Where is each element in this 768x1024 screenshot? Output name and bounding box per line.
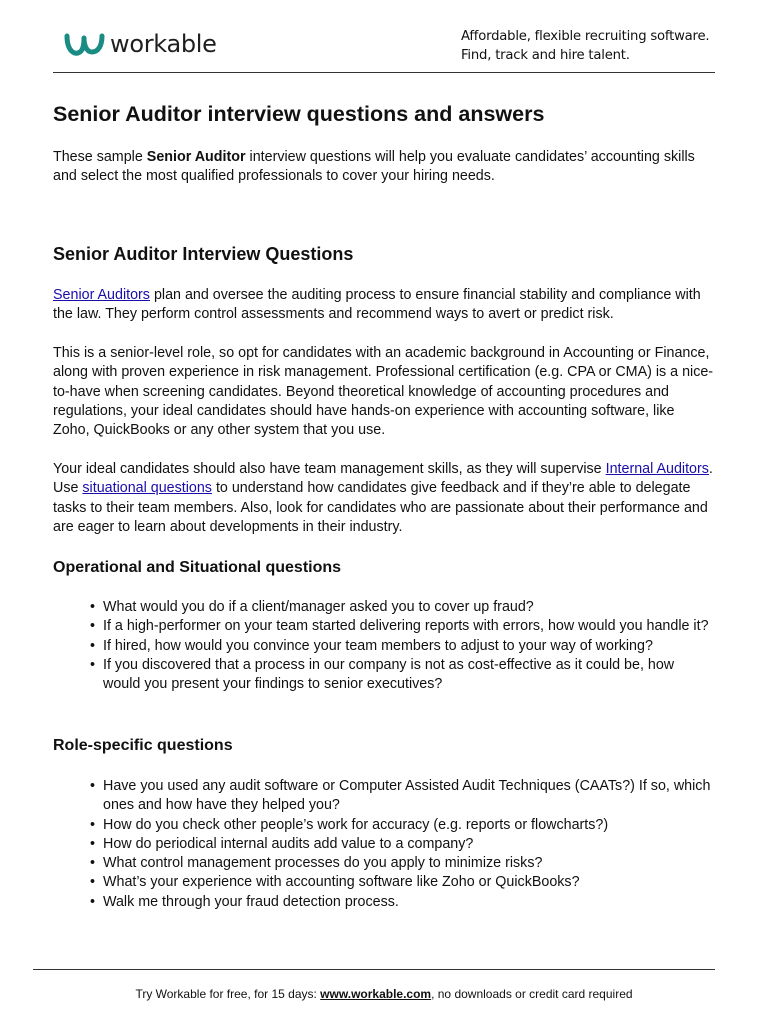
senior-auditors-link[interactable]: Senior Auditors xyxy=(53,287,150,303)
header-divider xyxy=(53,72,715,73)
paragraph-3-part-3: to understand how candidates give feedback and if they’re able to delegate tasks to their team members. Also, look for candidates who are passionate about their performance and are eager to learn about developments in their industry. xyxy=(53,480,708,535)
page-header xyxy=(0,0,768,74)
role-specific-questions-list xyxy=(90,777,715,912)
footer-divider xyxy=(33,969,715,970)
list-item: • If hired, how would you convince your team members to adjust to your way of working? xyxy=(90,637,715,656)
paragraph-3 xyxy=(53,460,715,537)
operational-questions-list xyxy=(90,598,715,694)
workable-logo-icon xyxy=(64,30,106,60)
page-footer xyxy=(0,987,768,1001)
list-item: • What would you do if a client/manager asked you to cover up fraud? xyxy=(90,598,715,617)
workable-logo[interactable] xyxy=(64,30,217,60)
situational-questions-link[interactable]: situational questions xyxy=(82,480,212,497)
list-item: • How do you check other people’s work for accuracy (e.g. reports or flowcharts?) xyxy=(90,816,715,835)
logo-text: workable xyxy=(110,30,217,58)
page-title: Senior Auditor interview questions and answers xyxy=(53,102,545,126)
intro-bold: Senior Auditor xyxy=(146,149,246,165)
role-specific-heading: Role-specific questions xyxy=(53,737,233,754)
tagline-line-1: Affordable, flexible recruiting software. xyxy=(461,29,710,44)
header-tagline xyxy=(461,27,709,65)
list-item: • Have you used any audit software or Computer Assisted Audit Techniques (CAATs?) If so, which ones and how have they helped you? xyxy=(90,777,715,816)
paragraph-1 xyxy=(53,286,715,325)
intro-paragraph xyxy=(53,148,715,187)
list-item: • What’s your experience with accounting software like Zoho or QuickBooks? xyxy=(90,873,715,892)
section-heading: Senior Auditor Interview Questions xyxy=(53,244,354,264)
list-item: • If a high-performer on your team started delivering reports with errors, how would you handle it? xyxy=(90,617,715,636)
footer-after: , no downloads or credit card required xyxy=(431,987,633,1001)
intro-after: interview questions will help you evaluate candidates’ accounting skills and select the most qualified professionals to cover your hiring needs. xyxy=(53,149,695,185)
tagline-line-2: Find, track and hire talent. xyxy=(461,48,630,63)
paragraph-1-text: plan and oversee the auditing process to ensure financial stability and compliance with the law. They perform control assessments and recommend ways to avert or predict risk. xyxy=(53,287,701,323)
footer-before: Try Workable for free, for 15 days: xyxy=(135,987,321,1001)
list-item: • What control management processes do you apply to minimize risks? xyxy=(90,854,715,873)
list-item: • If you discovered that a process in our company is not as cost-effective as it could be, how would you present your findings to senior executives? xyxy=(90,656,715,695)
internal-auditors-link[interactable]: Internal Auditors xyxy=(605,461,709,477)
operational-heading: Operational and Situational questions xyxy=(53,559,342,576)
list-item: • How do periodical internal audits add value to a company? xyxy=(90,835,715,854)
intro-before: These sample xyxy=(53,149,147,165)
paragraph-3-part-1: Your ideal candidates should also have team management skills, as they will supervise xyxy=(53,461,606,477)
paragraph-3-part-2: . Use xyxy=(53,461,713,497)
workable-website-link[interactable]: www.workable.com xyxy=(320,987,432,1001)
list-item: • Walk me through your fraud detection process. xyxy=(90,893,715,912)
paragraph-2: This is a senior-level role, so opt for candidates with an academic background in Accounting or Finance, along with proven experience in risk management. Professional certification (e.g. CPA or CMA) is a nice-to-have when screening candidates. Beyond theoretical knowledge of accounting procedures and regulations, your ideal candidates should have hands-on experience with accounting software, like Zoho, QuickBooks or any other system that you use. xyxy=(53,345,714,439)
